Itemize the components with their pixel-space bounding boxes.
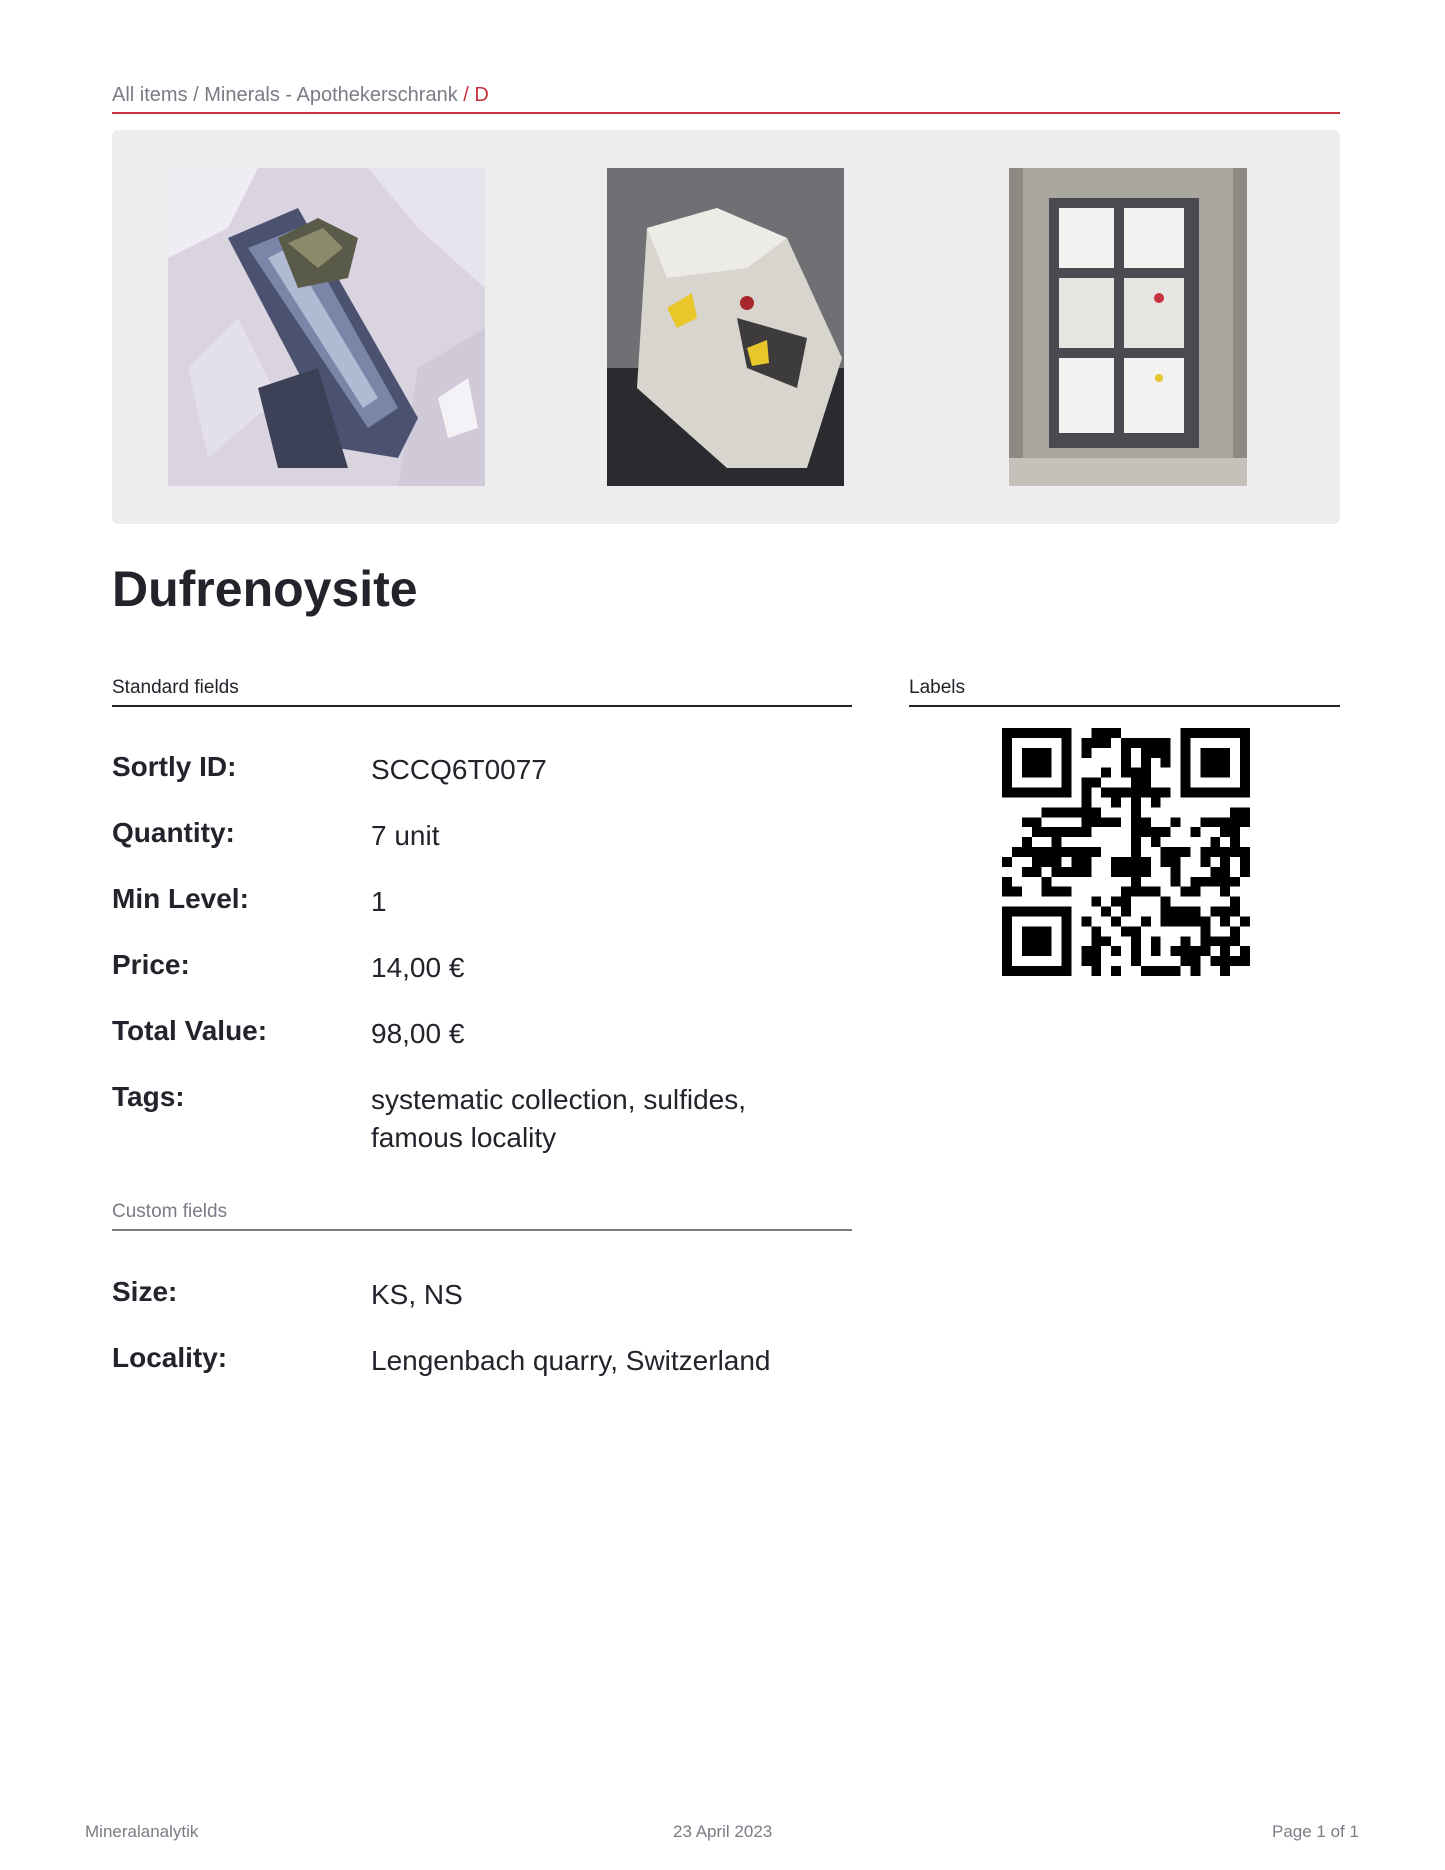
breadcrumb-current: D <box>474 84 489 106</box>
breadcrumb-all-items[interactable]: All items <box>112 84 188 106</box>
field-label: Locality: <box>112 1342 228 1373</box>
qr-code-icon <box>1002 728 1250 976</box>
footer-page-number: Page 1 of 1 <box>1272 1822 1359 1841</box>
item-photo-2[interactable] <box>607 168 844 486</box>
standard-fields-header: Standard fields <box>112 677 852 707</box>
item-title: Dufrenoysite <box>112 561 418 617</box>
breadcrumb-separator: / <box>187 84 205 106</box>
breadcrumb-minerals[interactable]: Minerals - Apothekerschrank <box>204 84 458 106</box>
field-label: Quantity: <box>112 817 235 848</box>
field-value: 7 unit <box>371 820 440 851</box>
field-label: Min Level: <box>112 883 249 914</box>
field-label: Total Value: <box>112 1015 268 1046</box>
field-label: Tags: <box>112 1081 185 1112</box>
field-label: Sortly ID: <box>112 751 237 782</box>
field-value: SCCQ6T0077 <box>371 754 547 785</box>
custom-fields-header: Custom fields <box>112 1201 852 1231</box>
labels-header: Labels <box>909 677 1340 707</box>
item-photo-1[interactable] <box>168 168 485 486</box>
field-value: 98,00 € <box>371 1018 465 1049</box>
field-value: systematic collection, sulfides, famous locality <box>371 1084 747 1153</box>
item-photo-3[interactable] <box>1009 168 1247 486</box>
footer-organization: Mineralanalytik <box>85 1822 199 1841</box>
breadcrumb <box>112 84 1340 114</box>
breadcrumb-separator-current: / <box>457 84 475 106</box>
footer-date: 23 April 2023 <box>673 1822 773 1841</box>
field-value: 14,00 € <box>371 952 465 983</box>
field-label: Size: <box>112 1276 178 1307</box>
field-label: Price: <box>112 949 190 980</box>
field-value: KS, NS <box>371 1279 463 1310</box>
photo-gallery <box>112 130 1340 524</box>
field-value: Lengenbach quarry, Switzerland <box>371 1345 771 1376</box>
field-value: 1 <box>371 886 387 917</box>
